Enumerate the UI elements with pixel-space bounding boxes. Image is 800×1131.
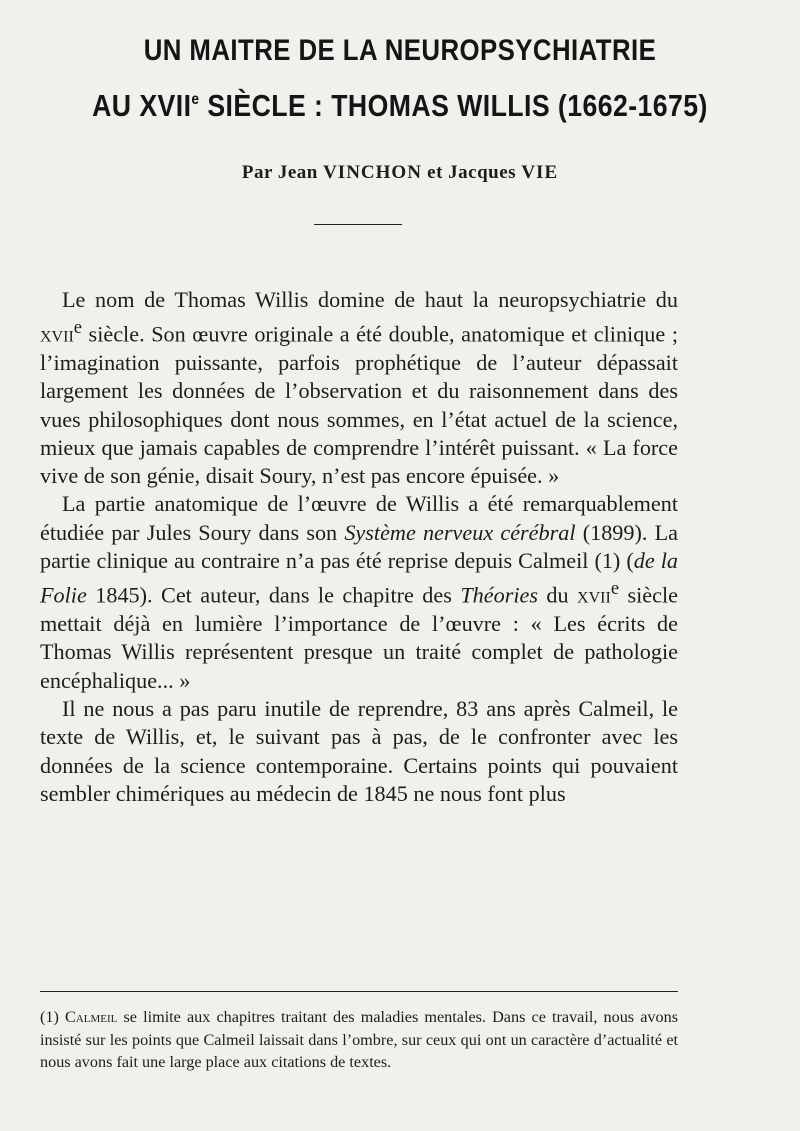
author-2-surname: VIE bbox=[521, 162, 559, 183]
title-line-2 bbox=[56, 88, 744, 124]
footnote-marker: (1) bbox=[40, 1008, 66, 1026]
article-body bbox=[40, 286, 678, 808]
paragraph-2-text-d: du bbox=[537, 582, 578, 608]
author-1-surname: VINCHON bbox=[323, 162, 422, 183]
paragraph-2-text-e: siècle mettait déjà en lumière l’importance de l’œuvre : « Les écrits de Thomas Willis représentent presque un traité complet de pathologie encéphalique... » bbox=[40, 582, 678, 693]
paragraph-1 bbox=[40, 286, 678, 490]
book-title-systeme: Système nerveux cérébral bbox=[344, 519, 576, 545]
footnote-text: se limite aux chapitres traitant des maladies mentales. Dans ce travail, nous avons insisté sur les points que Calmeil laissait dans l’ombre, sur ceux qui ont un caractère d’actualité et nous avons fait une large place aux citations de textes. bbox=[40, 1008, 679, 1071]
paragraph-3: Il ne nous a pas paru inutile de reprendre, 83 ans après Calmeil, le texte de Willis, et, le suivant pas à pas, de le confronter avec les données de la science contemporaine. Certains points qui pouvaient sembler chimériques au médecin de 1845 ne nous font plus bbox=[40, 695, 678, 806]
title-line-2-start: AU XVII bbox=[92, 88, 192, 123]
title-divider bbox=[314, 224, 402, 225]
century-numeral: xvii bbox=[40, 321, 74, 347]
paragraph-2 bbox=[40, 490, 678, 694]
book-title-folie: de la Folie bbox=[40, 548, 679, 608]
footnote bbox=[40, 1006, 678, 1074]
byline-et: et Jacques bbox=[421, 162, 522, 183]
footnote-divider bbox=[40, 991, 678, 992]
paragraph-2-text-c: 1845). Cet auteur, dans le chapitre des bbox=[86, 582, 461, 608]
title-superscript: e bbox=[191, 91, 200, 108]
paragraph-1-text-a: Le nom de Thomas Willis domine de haut la neuropsychiatrie du bbox=[62, 287, 678, 312]
author-byline bbox=[0, 162, 800, 184]
title-line-1: UN MAITRE DE LA NEUROPSYCHIATRIE bbox=[143, 34, 657, 67]
paragraph-1-text-b: siècle. Son œuvre originale a été double, anatomique et clinique ; l’imagination puissante, parfois prophétique de l’auteur dépassait largement les données de l’observation et du raisonnement dans des vues philosophiques dont nous sommes, en l’état actuel de la science, mieux que jamais capables de comprendre l’intérêt puissant. « La force vive de son génie, disait Soury, n’est pas encore épuisée. » bbox=[40, 321, 678, 489]
footnote-1 bbox=[40, 1006, 678, 1074]
byline-par: Par Jean bbox=[241, 162, 324, 183]
century-numeral: xvii bbox=[577, 582, 611, 608]
century-superscript: e bbox=[73, 318, 82, 339]
century-superscript: e bbox=[610, 579, 620, 600]
paragraph-2-text-b: (1899). La partie clinique au contraire n’a pas été reprise depuis Calmeil (1) ( bbox=[40, 519, 678, 574]
chapter-title-theories: Théories bbox=[460, 582, 538, 608]
footnote-author-name: Calmeil bbox=[65, 1008, 118, 1026]
paragraph-2-text-a: La partie anatomique de l’œuvre de Willis a été remarquablement étudiée par Jules Soury dans son bbox=[40, 491, 678, 545]
title-line-2-end: SIÈCLE : THOMAS WILLIS (1662-1675) bbox=[199, 88, 708, 123]
